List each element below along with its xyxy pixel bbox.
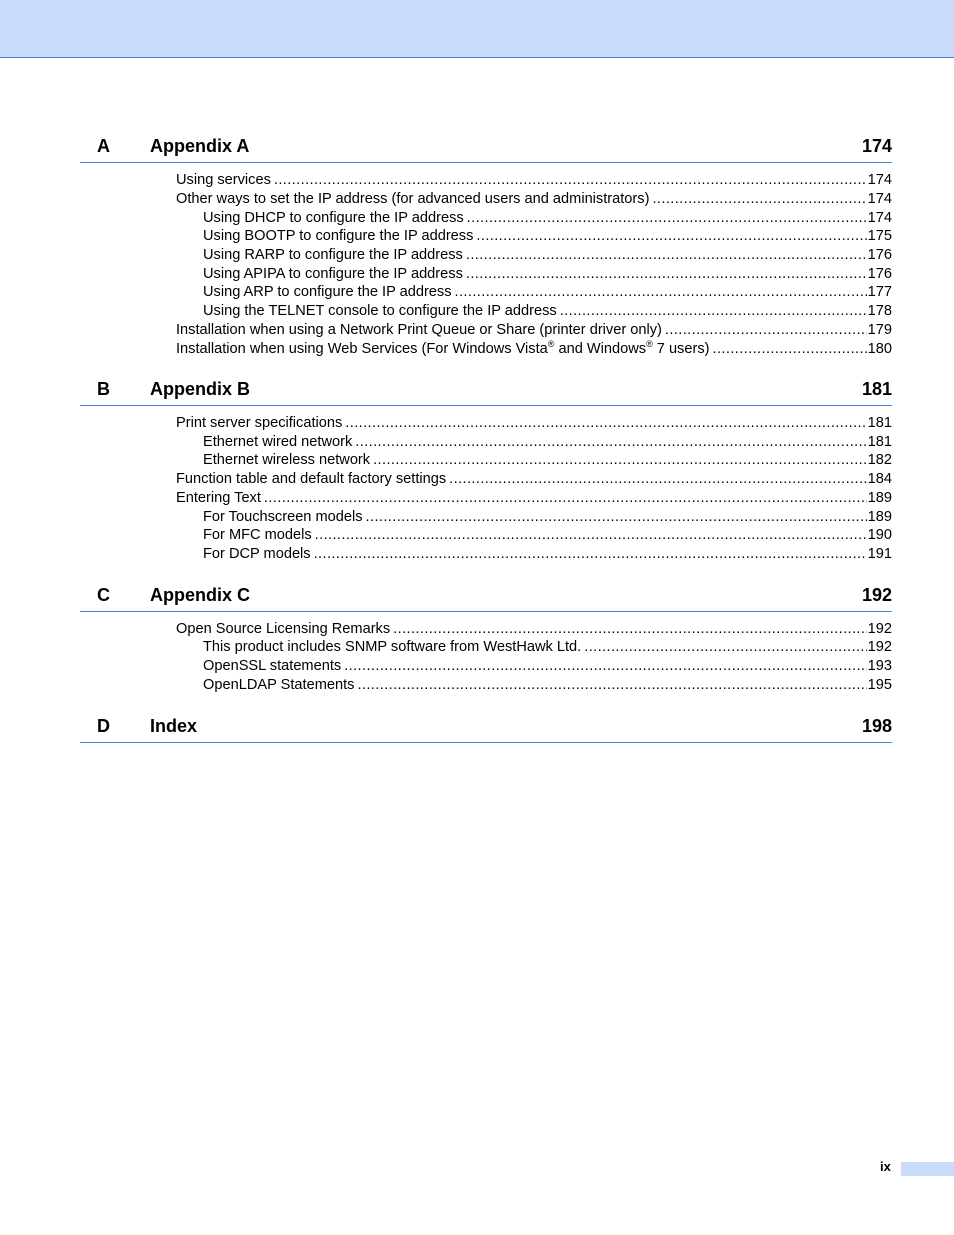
toc-entry-label: Ethernet wired network xyxy=(203,434,353,450)
chapter-letter: B xyxy=(97,379,110,399)
footer-tab xyxy=(901,1162,954,1176)
toc-entry-label: Using the TELNET console to configure the IP address xyxy=(203,303,557,319)
toc-entry[interactable] xyxy=(176,489,892,508)
leader-dots xyxy=(466,265,867,284)
leader-dots xyxy=(560,302,867,321)
chapter-heading-a[interactable] xyxy=(80,136,892,163)
toc-entry-page: 175 xyxy=(867,228,892,244)
toc-entry-page: 177 xyxy=(867,284,892,300)
leader-dots xyxy=(355,433,866,452)
toc-entry[interactable] xyxy=(176,620,892,639)
chapter-heading-b[interactable] xyxy=(80,379,892,406)
toc-entry[interactable] xyxy=(176,414,892,433)
leader-dots xyxy=(393,620,866,639)
toc-entry-page: 179 xyxy=(867,322,892,338)
chapter-title: Appendix A xyxy=(150,136,250,156)
leader-dots xyxy=(713,340,867,359)
toc-entry[interactable] xyxy=(203,433,892,452)
toc-entry-label: For Touchscreen models xyxy=(203,509,363,525)
toc-entry-page: 184 xyxy=(867,471,892,487)
toc-entry-page: 181 xyxy=(867,434,892,450)
chapter-page: 174 xyxy=(861,136,892,156)
toc-entry-label: Installation when using Web Services (For Windows Vista® and Windows® 7 users) xyxy=(176,339,710,357)
registered-mark: ® xyxy=(547,339,555,349)
toc-entry[interactable] xyxy=(203,545,892,564)
chapter-title: Appendix B xyxy=(150,379,251,399)
footer-page-number: ix xyxy=(880,1159,891,1174)
toc-entry-label: OpenLDAP Statements xyxy=(203,677,355,693)
toc-entry-label: Ethernet wireless network xyxy=(203,452,371,468)
toc-entry[interactable] xyxy=(203,638,892,657)
toc-entry[interactable] xyxy=(203,302,892,321)
toc-entry[interactable] xyxy=(176,190,892,209)
toc-entry[interactable] xyxy=(203,209,892,228)
chapter-page: 198 xyxy=(861,716,892,736)
header-band xyxy=(0,0,954,58)
toc-entry-page: 174 xyxy=(867,191,892,207)
toc-entry[interactable] xyxy=(203,526,892,545)
toc-entry-page: 174 xyxy=(867,172,892,188)
toc-entry-page: 176 xyxy=(867,266,892,282)
leader-dots xyxy=(584,638,866,657)
toc-entry[interactable] xyxy=(203,227,892,246)
toc-entry-page: 174 xyxy=(867,210,892,226)
leader-dots xyxy=(449,470,866,489)
toc-entry-label: Using DHCP to configure the IP address xyxy=(203,210,464,226)
chapter-letter: D xyxy=(97,716,110,736)
toc-entry[interactable] xyxy=(203,265,892,284)
toc-entry-label: OpenSSL statements xyxy=(203,658,342,674)
registered-mark: ® xyxy=(646,339,653,349)
toc-entry-label: Other ways to set the IP address (for advanced users and administrators) xyxy=(176,191,650,207)
toc-entry[interactable] xyxy=(176,470,892,489)
toc-entry[interactable] xyxy=(176,321,892,340)
toc-entry[interactable] xyxy=(203,508,892,527)
leader-dots xyxy=(264,489,867,508)
toc-entry-label: Using BOOTP to configure the IP address xyxy=(203,228,474,244)
leader-dots xyxy=(466,246,867,265)
leader-dots xyxy=(344,657,866,676)
toc-entry[interactable] xyxy=(203,657,892,676)
toc-entry-page: 193 xyxy=(867,658,892,674)
chapter-heading-c[interactable] xyxy=(80,585,892,612)
toc-entry-label: Open Source Licensing Remarks xyxy=(176,621,391,637)
chapter-letter: A xyxy=(97,136,110,156)
toc-entry-label: Print server specifications xyxy=(176,415,343,431)
toc-entry-label: Using services xyxy=(176,172,271,188)
toc-entry[interactable] xyxy=(176,171,892,190)
leader-dots xyxy=(455,283,867,302)
toc-entry-label: This product includes SNMP software from WestHawk Ltd. xyxy=(203,639,582,655)
toc-entry-page: 189 xyxy=(867,509,892,525)
leader-dots xyxy=(274,171,867,190)
toc-entry-label: Using RARP to configure the IP address xyxy=(203,247,463,263)
toc-entry-page: 181 xyxy=(867,415,892,431)
chapter-title: Index xyxy=(150,716,198,736)
toc-entry-page: 190 xyxy=(867,527,892,543)
chapter-heading-d[interactable] xyxy=(80,716,892,743)
toc-entry-label: Using ARP to configure the IP address xyxy=(203,284,452,300)
toc-entry-page: 189 xyxy=(867,490,892,506)
toc-entry-page: 182 xyxy=(867,452,892,468)
leader-dots xyxy=(314,545,867,564)
leader-dots xyxy=(345,414,866,433)
leader-dots xyxy=(366,508,867,527)
toc-entry-page: 192 xyxy=(867,621,892,637)
toc-entry-page: 176 xyxy=(867,247,892,263)
toc-entry-label: Function table and default factory settings xyxy=(176,471,447,487)
chapter-page: 181 xyxy=(861,379,892,399)
toc-entry[interactable] xyxy=(203,283,892,302)
toc-entry-page: 192 xyxy=(867,639,892,655)
toc-entry-label: Using APIPA to configure the IP address xyxy=(203,266,463,282)
toc-entry-label: Installation when using a Network Print Queue or Share (printer driver only) xyxy=(176,322,662,338)
leader-dots xyxy=(357,676,866,695)
toc-entry-page: 191 xyxy=(867,546,892,562)
chapter-title: Appendix C xyxy=(150,585,251,605)
leader-dots xyxy=(476,227,866,246)
chapter-page: 192 xyxy=(861,585,892,605)
leader-dots xyxy=(315,526,867,545)
leader-dots xyxy=(373,451,867,470)
toc-entry[interactable] xyxy=(176,340,892,359)
toc-entry-label: For MFC models xyxy=(203,527,312,543)
chapter-letter: C xyxy=(97,585,110,605)
toc-entry-page: 180 xyxy=(867,341,892,357)
toc-entry-label: For DCP models xyxy=(203,546,311,562)
toc-entry[interactable] xyxy=(203,451,892,470)
toc-entry-page: 178 xyxy=(867,303,892,319)
toc-entry[interactable] xyxy=(203,246,892,265)
toc-entry[interactable] xyxy=(203,676,892,695)
leader-dots xyxy=(665,321,867,340)
toc-entry-page: 195 xyxy=(867,677,892,693)
leader-dots xyxy=(652,190,866,209)
leader-dots xyxy=(467,209,867,228)
toc-entry-label: Entering Text xyxy=(176,490,261,506)
